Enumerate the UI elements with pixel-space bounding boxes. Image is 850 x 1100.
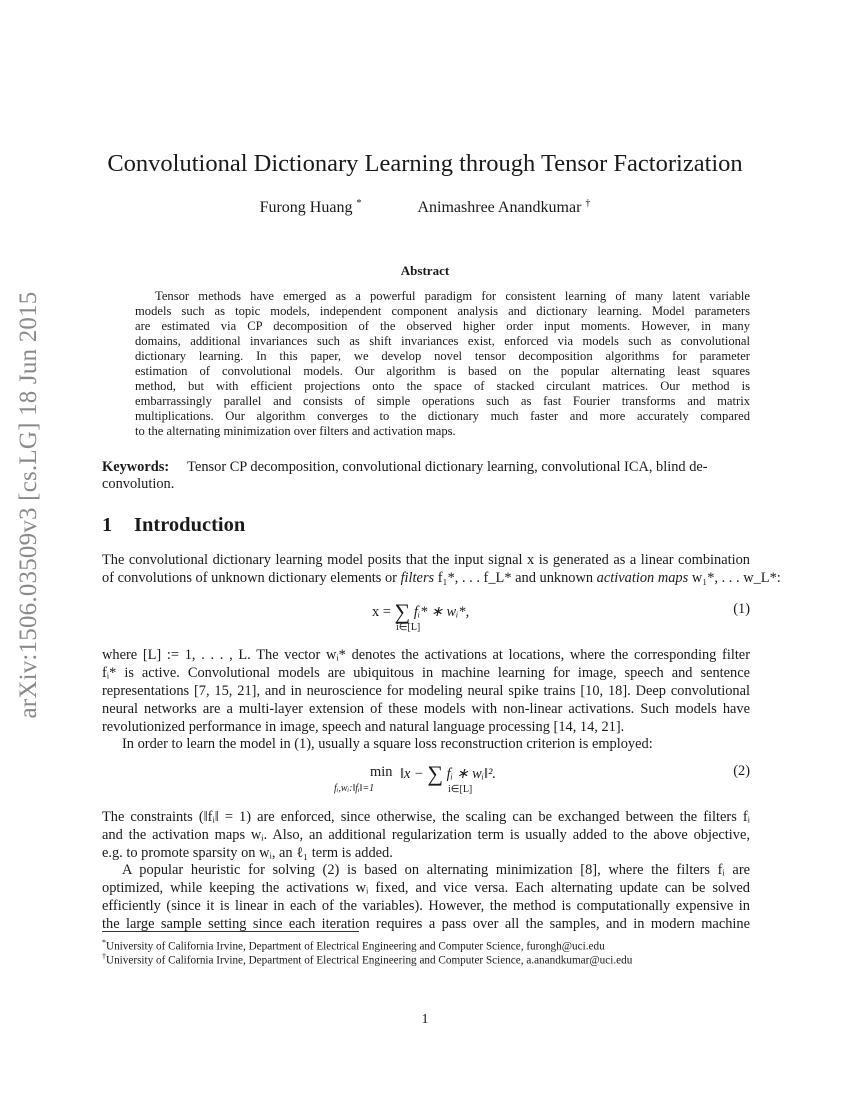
keywords [102,458,750,476]
equation-2-min: min [370,764,393,780]
section-number: 1 [102,514,113,536]
body-line: The constraints (‖fᵢ‖ = 1) are enforced, since otherwise, the scaling can be exchanged between the filters fᵢ [102,809,750,825]
body-line: representations [7, 15, 21], and in neuroscience for modeling neural spike trains [10, 18]. Deep convolutional [102,683,750,699]
page-number: 1 [421,1012,429,1027]
body-line: neural networks are a multi-layer extension of these models with non-linear activations. Such models have [102,701,750,717]
equation-1-number: (1) [733,601,750,617]
abstract-line: domains, additional invariances such as shift invariances exist, enforced via models such as convolutional [135,334,750,348]
abstract-line: method, but with efficient projections onto the space of stacked circulant matrices. Our method is [135,379,750,393]
keywords-label: Keywords: [102,459,170,475]
equation-2-min-constraint: fᵢ,wᵢ:‖fᵢ‖=1 [334,783,375,794]
equation-1: x = ∑ fᵢ* ∗ wᵢ*, [372,599,470,624]
body-line: A popular heuristic for solving (2) is based on alternating minimization [8], where the filters fᵢ are [122,862,750,878]
section-title: Introduction [134,514,246,536]
abstract-line: multiplications. Our algorithm converges to the dictionary much faster and more accurately compared [135,409,750,423]
arxiv-identifier-stamp: arXiv:1506.03509v3 [cs.LG] 18 Jun 2015 [15,291,42,719]
body-line: where [L] := 1, . . . , L. The vector wᵢ* denotes the activations at locations, where the corresponding filter [102,647,750,663]
keywords-text: Tensor CP decomposition, convolutional dictionary learning, convolutional ICA, blind de- [187,459,708,475]
body-line: optimized, while keeping the activations wᵢ fixed, and vice versa. Each alternating update can be solved [102,880,750,896]
footnote-separator [102,931,359,932]
body-line: The convolutional dictionary learning model posits that the input signal x is generated as a linear combination [102,552,750,568]
equation-1-sum-index: i∈[L] [396,622,421,633]
section-heading [102,514,245,537]
body-line: the large sample setting since each iteration requires a pass over all the samples, and in modern machine [102,916,750,932]
body-line: efficiently (since it is linear in each of the variables). However, the method is computationally expensive in [102,898,750,914]
equation-2-sum-index: i∈[L] [448,784,473,795]
abstract-line: models such as topic models, independent component analysis and dictionary learning. Model parameters [135,304,750,318]
paper-title: Convolutional Dictionary Learning through Tensor Factorization [107,150,743,177]
footnote-1: *University of California Irvine, Department of Electrical Engineering and Computer Science, furongh@uci.edu [102,938,605,953]
body-line: revolutionized performance in image, speech and natural language processing [14, 14, 21]. [102,719,625,735]
abstract-heading: Abstract [400,263,450,278]
body-line: and the activation maps wᵢ. Also, an additional regularization term is usually added to the above objective, [102,827,750,843]
abstract-line: embarrassingly parallel and consists of simple operations such as fast Fourier transforms and matrix [135,394,750,408]
author-1: Furong Huang * [259,198,362,216]
abstract-line: Tensor methods have emerged as a powerful paradigm for consistent learning of many latent variable [155,289,750,303]
footnote-2: †University of California Irvine, Department of Electrical Engineering and Computer Science, a.anandkumar@uci.edu [102,952,633,967]
body-line: e.g. to promote sparsity on wᵢ, an ℓ₁ term is added. [102,845,393,861]
author-list [0,198,850,217]
equation-2-number: (2) [733,763,750,779]
abstract-line: to the alternating minimization over filters and activation maps. [135,424,456,438]
body-line: of convolutions of unknown dictionary elements or filters f₁*, . . . f_L* and unknown activation maps w₁*, . . . w_L*: [102,570,781,586]
abstract-line: are estimated via CP decomposition of the observed higher order input moments. However, in many [135,319,750,333]
abstract-line: dictionary learning. In this paper, we develop novel tensor decomposition algorithms for parameter [135,349,750,363]
body-line: fᵢ* is active. Convolutional models are ubiquitous in machine learning for image, speech and sentence [102,665,750,681]
author-2: Animashree Anandkumar † [417,198,591,216]
body-line: In order to learn the model in (1), usually a square loss reconstruction criterion is employed: [122,736,653,752]
abstract-line: estimation of convolutional models. Our algorithm is based on the popular alternating least squares [135,364,750,378]
keywords-continued: convolution. [102,476,175,492]
equation-2: ‖x − ∑ fᵢ ∗ wᵢ‖². [400,761,497,786]
